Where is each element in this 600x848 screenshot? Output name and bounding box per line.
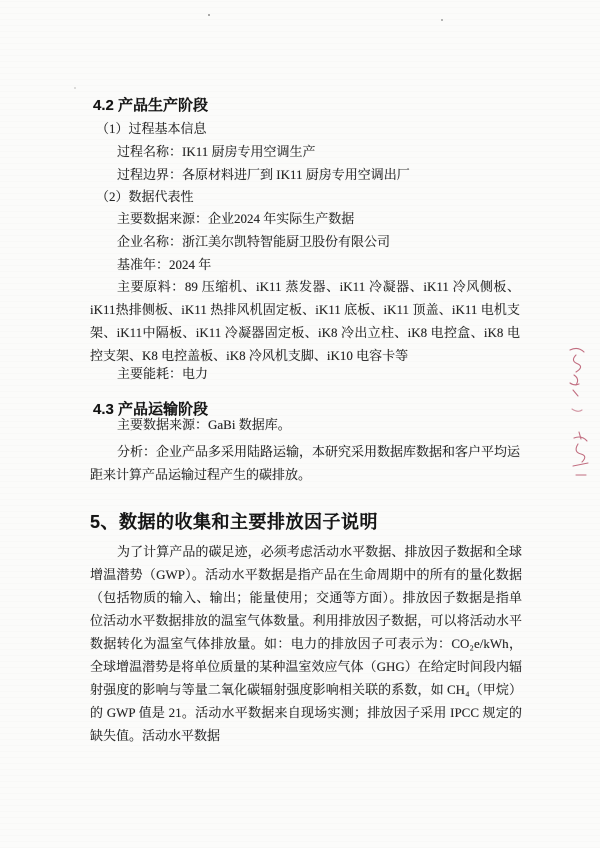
paper-speck: [441, 19, 443, 21]
heading-transport-stage: 4.3 产品运输阶段: [93, 401, 209, 419]
list-item-process-basic-info: （1）过程基本信息: [96, 121, 207, 136]
list-item-data-representativeness: （2）数据代表性: [96, 189, 194, 204]
main-energy-line: 主要能耗：电力: [117, 366, 209, 381]
transport-analysis-paragraph: 分析：企业产品多采用陆路运输，本研究采用数据库数据和客户平均运距来计算产品运输过程产生的碳排放。: [90, 444, 521, 482]
paper-speck: [208, 14, 210, 16]
process-boundary-line: 过程边界：各原材料进厂到 IK11 厨房专用空调出厂: [117, 167, 410, 182]
data-collection-paragraph: 为了计算产品的碳足迹，必须考虑活动水平数据、排放因子数据和全球增温潜势（GWP）。活动水平数据是指产品在生命周期中的所有的量化数据（包括物质的输入、输出；能量使用；交通等方面）。排放因子数据是指单位活动水平数据排放的温室气体数量。利用排放因子数据，可以将活动水平数据转化为温室气体排放量。如：电力的排放因子可表示为：CO₂e/kWh，全球增温潜势是将单位质量的某种温室效应气体（GHG）在给定时间段内辐射强度的影响与等量二氧化碳辐射强度影响相关联的系数，如 CH₄（甲烷）的 GWP 值是 21。活动水平数据来自现场实测；排放因子采用 IPCC 规定的缺失值。活动水平数据: [90, 544, 522, 743]
process-name-line: 过程名称：IK11 厨房专用空调生产: [117, 144, 316, 159]
paper-speck: [74, 87, 76, 89]
heading-data-collection-emission-factors: 5、数据的收集和主要排放因子说明: [90, 511, 379, 532]
heading-production-stage: 4.2 产品生产阶段: [93, 97, 209, 115]
main-materials-paragraph: 主要原料：89 压缩机、iK11 蒸发器、iK11 冷凝器、iK11 冷风侧板、iK11热排侧板、iK11 热排风机固定板、iK11 底板、iK11 顶盖、iK11 电机支架、iK11中隔板、iK11 冷凝器固定板、iK8 冷出立柱、iK8 电控盒、iK8 电控支架、K8 电控盖板、iK8 冷风机支脚、iK10 电容卡等: [90, 279, 520, 363]
company-name-line: 企业名称：浙江美尔凯特智能厨卫股份有限公司: [117, 234, 391, 249]
handwritten-margin-mark-icon: [560, 345, 590, 420]
handwritten-margin-mark-icon: [563, 428, 595, 483]
base-year-line: 基准年：2024 年: [117, 257, 212, 272]
production-data-source-line: 主要数据来源：企业2024 年实际生产数据: [117, 211, 355, 226]
transport-data-source-line: 主要数据来源：GaBi 数据库。: [117, 417, 291, 432]
